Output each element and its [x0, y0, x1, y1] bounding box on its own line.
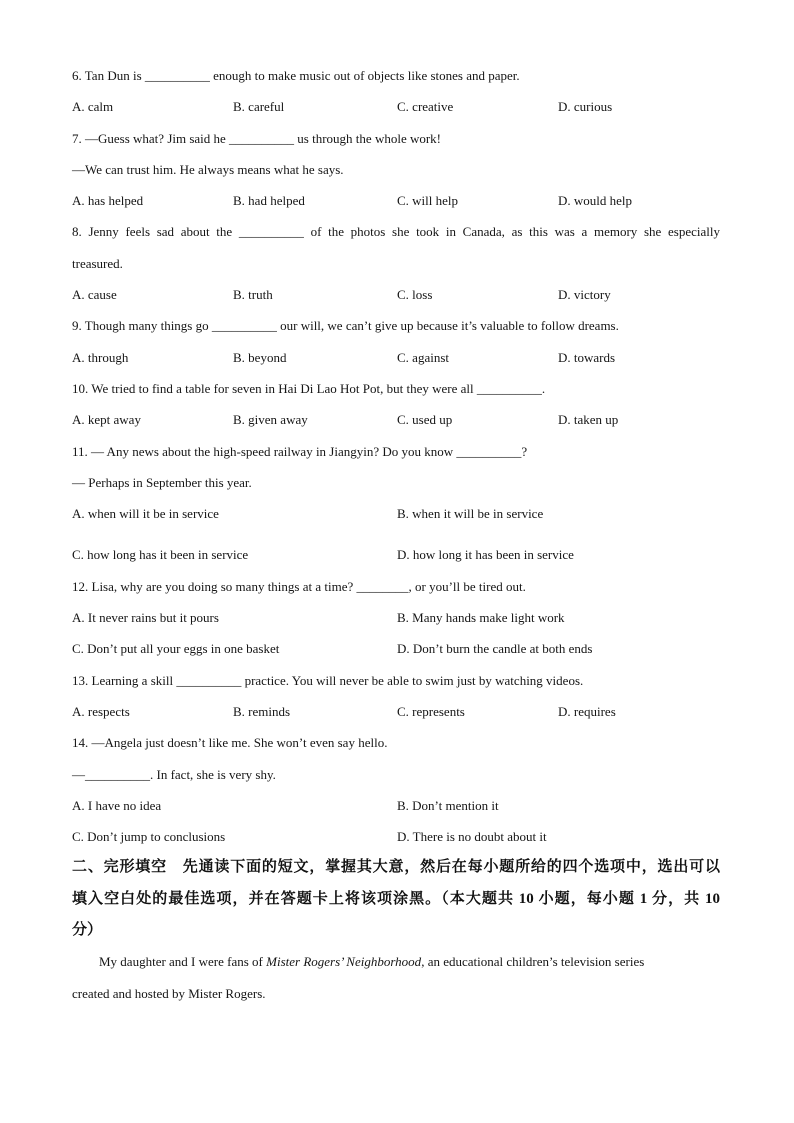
question-14-reply: —__________. In fact, she is very shy.: [72, 766, 276, 782]
question-6-option-a: A. calm: [72, 99, 114, 115]
question-12-options-row-1: [72, 602, 720, 633]
question-11-stem: 11. — Any news about the high-speed railway in Jiangyin? Do you know __________?: [72, 443, 528, 459]
question-12-stem: 12. Lisa, why are you doing so many things at a time? ________, or you’ll be tired out.: [72, 578, 526, 594]
question-10-option-b: B. given away: [233, 412, 308, 428]
question-13-options: [72, 696, 720, 727]
question-8-option-a: A. cause: [72, 287, 117, 303]
passage-line-1-after: , an educational children’s television series: [421, 954, 645, 970]
question-6-option-d: D. curious: [558, 99, 613, 115]
question-12-option-c: C. Don’t put all your eggs in one basket: [72, 641, 280, 657]
question-14-options-row-2: [72, 821, 720, 852]
question-11-option-a: A. when will it be in service: [72, 506, 219, 522]
exam-content: [72, 60, 720, 1009]
question-13-option-c: C. represents: [397, 703, 465, 719]
question-8-option-d: D. victory: [558, 287, 611, 303]
question-11-options-row-2: [72, 539, 720, 570]
question-7-options: [72, 185, 720, 216]
question-11-option-b: B. when it will be in service: [397, 506, 544, 522]
question-7-option-b: B. had helped: [233, 193, 305, 209]
question-13-option-a: A. respects: [72, 703, 130, 719]
question-13-stem: 13. Learning a skill __________ practice. You will never be able to swim just by watching videos.: [72, 672, 584, 688]
question-7-reply: —We can trust him. He always means what he says.: [72, 161, 344, 177]
question-13-option-b: B. reminds: [233, 703, 291, 719]
passage-show-title: Mister Rogers’ Neighborhood: [266, 954, 422, 970]
passage-line-1: [72, 946, 720, 977]
question-7-option-c: C. will help: [397, 193, 459, 209]
question-10-options: [72, 404, 720, 435]
question-8-stem-line-2: treasured.: [72, 255, 123, 271]
question-8-option-c: C. loss: [397, 287, 433, 303]
passage-line-1-before: My daughter and I were fans of: [99, 954, 267, 970]
question-9-option-c: C. against: [397, 349, 449, 365]
question-7-option-d: D. would help: [558, 193, 633, 209]
question-12-option-d: D. Don’t burn the candle at both ends: [397, 641, 593, 657]
question-11-option-d: D. how long it has been in service: [397, 547, 574, 563]
question-6-option-b: B. careful: [233, 99, 285, 115]
question-10-option-d: D. taken up: [558, 412, 619, 428]
question-11-reply: — Perhaps in September this year.: [72, 474, 252, 490]
question-12-option-b: B. Many hands make light work: [397, 610, 565, 626]
question-14-option-d: D. There is no doubt about it: [397, 829, 547, 845]
question-6-option-c: C. creative: [397, 99, 454, 115]
question-9-option-a: A. through: [72, 349, 129, 365]
question-10-option-c: C. used up: [397, 412, 453, 428]
question-8-options: [72, 279, 720, 310]
question-9-options: [72, 342, 720, 373]
question-6-options: [72, 91, 720, 122]
question-6-stem: 6. Tan Dun is __________ enough to make music out of objects like stones and paper.: [72, 68, 520, 83]
question-9-option-d: D. towards: [558, 349, 616, 365]
question-10-stem: 10. We tried to find a table for seven in Hai Di Lao Hot Pot, but they were all __________.: [72, 380, 546, 396]
question-14-option-c: C. Don’t jump to conclusions: [72, 829, 226, 845]
question-14-option-a: A. I have no idea: [72, 797, 162, 813]
question-12-option-a: A. It never rains but it pours: [72, 610, 219, 626]
question-9-option-b: B. beyond: [233, 349, 287, 365]
passage-line-2: created and hosted by Mister Rogers.: [72, 985, 266, 1001]
question-7-option-a: A. has helped: [72, 193, 144, 209]
question-11-options-row-1: [72, 498, 720, 529]
question-7-stem: 7. —Guess what? Jim said he __________ us through the whole work!: [72, 130, 442, 146]
question-14-option-b: B. Don’t mention it: [397, 797, 499, 813]
section-2-heading-line-1: 二、完形填空 先通读下面的短文，掌握其大意，然后在每小题所给的四个选项中，选出可以: [72, 859, 720, 876]
question-13-option-d: D. requires: [558, 703, 616, 719]
section-2-heading-line-2: 填入空白处的最佳选项，并在答题卡上将该项涂黑。（本大题共 10 小题，每小题 1 分，共 10: [72, 890, 720, 907]
question-14-stem: 14. —Angela just doesn’t like me. She won’t even say hello.: [72, 735, 388, 751]
question-14-options-row-1: [72, 790, 720, 821]
question-8-stem-line-1: 8. Jenny feels sad about the __________ of the photos she took in Canada, as this was a memory she especially: [72, 224, 720, 240]
question-10-option-a: A. kept away: [72, 412, 141, 428]
question-8-option-b: B. truth: [233, 287, 273, 303]
question-12-options-row-2: [72, 633, 720, 664]
question-11-option-c: C. how long has it been in service: [72, 547, 249, 563]
question-9-stem: 9. Though many things go __________ our will, we can’t give up because it’s valuable to follow dreams.: [72, 318, 619, 334]
section-2-heading-line-3: 分）: [72, 922, 103, 939]
